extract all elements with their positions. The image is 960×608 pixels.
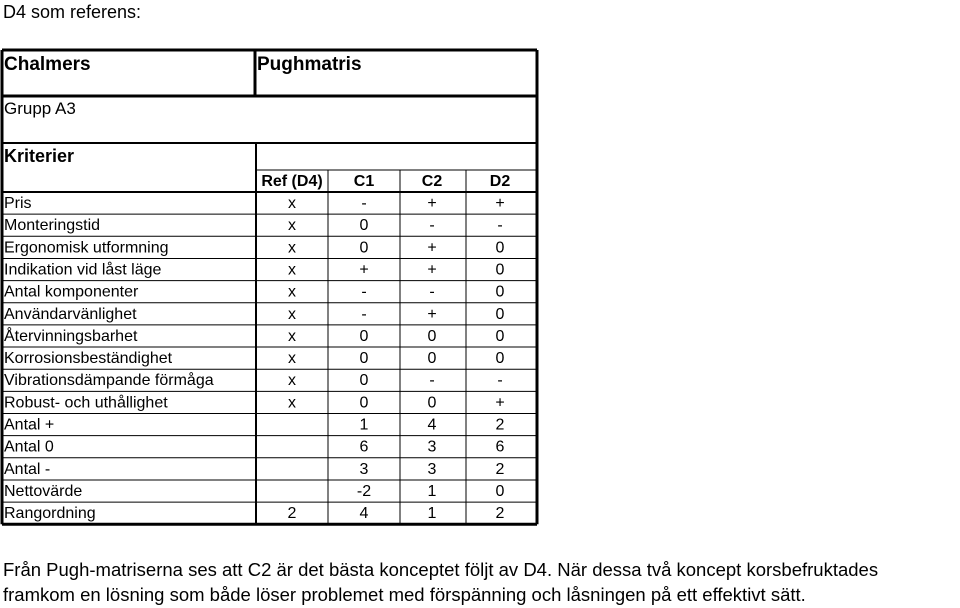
- score-cell: -: [361, 283, 367, 301]
- score-cell: 2: [495, 505, 505, 523]
- score-cell: 0: [495, 350, 505, 368]
- criterion-label: Antal 0: [4, 438, 54, 456]
- criterion-label: Återvinningsbarhet: [4, 327, 138, 345]
- score-cell: x: [288, 195, 296, 212]
- caption-line: Från Pugh-matriserna ses att C2 är det bästa konceptet följt av D4. När dessa två koncept korsbefruktades: [3, 559, 879, 580]
- score-cell: -: [497, 217, 503, 235]
- score-cell: -: [429, 217, 435, 235]
- score-cell: 4: [359, 505, 369, 523]
- score-cell: 0: [359, 239, 369, 257]
- score-cell: 3: [427, 438, 437, 456]
- score-cell: 0: [495, 261, 505, 279]
- score-cell: x: [288, 239, 296, 257]
- criterion-label: Ergonomisk utformning: [4, 239, 169, 257]
- score-cell: x: [288, 305, 296, 323]
- matrix-row: [4, 483, 505, 500]
- matrix-row: [4, 306, 505, 323]
- criterion-label: Monteringstid: [4, 217, 101, 235]
- matrix-row: [4, 417, 505, 434]
- score-cell: 2: [495, 416, 505, 434]
- matrix-row: [4, 350, 505, 367]
- score-cell: +: [427, 195, 437, 212]
- criterion-label: Antal -: [4, 460, 51, 478]
- score-cell: x: [288, 394, 296, 412]
- score-cell: 0: [495, 327, 505, 345]
- matrix-row: [4, 260, 505, 278]
- matrix-row: [4, 217, 503, 234]
- score-cell: +: [427, 305, 437, 323]
- pugh-matrix: [0, 48, 540, 528]
- score-cell: -: [361, 305, 367, 323]
- caption: [3, 558, 959, 607]
- criterion-label: Vibrationsdämpande förmåga: [4, 372, 214, 390]
- criterion-label: Korrosionsbeständighet: [4, 350, 173, 368]
- matrix-row: [4, 195, 505, 212]
- score-cell: 0: [495, 283, 505, 301]
- column-header-ref: Ref (D4): [261, 173, 323, 190]
- criterion-label: Antal +: [4, 416, 55, 434]
- score-cell: 0: [359, 372, 369, 390]
- score-cell: 1: [427, 482, 437, 500]
- pugh-matrix-graphic: [0, 48, 540, 528]
- criterion-label: Rangordning: [4, 505, 96, 523]
- matrix-title: Pughmatris: [257, 54, 362, 75]
- score-cell: x: [288, 327, 296, 345]
- column-header-c2: C2: [421, 173, 443, 190]
- intro-text: D4 som referens:: [3, 2, 142, 22]
- matrix-row: [4, 239, 505, 256]
- score-cell: +: [495, 195, 505, 212]
- matrix-row: [4, 326, 505, 345]
- matrix-row: [4, 461, 505, 478]
- score-cell: +: [495, 394, 505, 412]
- score-cell: 0: [495, 482, 505, 500]
- matrix-row: [4, 393, 505, 411]
- brand-label: Chalmers: [4, 54, 91, 75]
- score-cell: -2: [356, 482, 372, 500]
- score-cell: x: [288, 261, 296, 279]
- score-cell: -: [429, 283, 435, 301]
- matrix-row: [4, 439, 505, 456]
- score-cell: 0: [359, 327, 369, 345]
- score-cell: +: [427, 239, 437, 257]
- criterion-label: Användarvänlighet: [4, 305, 137, 323]
- score-cell: 0: [495, 305, 505, 323]
- score-cell: 6: [359, 438, 369, 456]
- score-cell: x: [288, 372, 296, 390]
- score-cell: 3: [427, 460, 437, 478]
- score-cell: +: [427, 261, 437, 279]
- matrix-row: [4, 284, 505, 301]
- criteria-heading: Kriterier: [4, 146, 75, 166]
- score-cell: 0: [359, 394, 369, 412]
- score-cell: 0: [359, 350, 369, 368]
- column-header-d2: D2: [489, 173, 511, 190]
- score-cell: 3: [359, 460, 369, 478]
- criterion-label: Pris: [4, 195, 32, 212]
- criterion-label: Antal komponenter: [4, 283, 139, 301]
- group-label: Grupp A3: [4, 99, 76, 118]
- score-cell: 2: [495, 460, 505, 478]
- score-cell: 6: [495, 438, 505, 456]
- score-cell: -: [361, 195, 367, 212]
- score-cell: 0: [427, 327, 437, 345]
- score-cell: x: [288, 350, 296, 368]
- score-cell: 1: [427, 505, 437, 523]
- caption-line: framkom en lösning som både löser problemet med förspänning och låsningen på ett effektivt sätt.: [3, 583, 806, 605]
- criterion-label: Indikation vid låst läge: [4, 261, 162, 279]
- matrix-row: [4, 371, 503, 389]
- score-cell: 4: [427, 416, 437, 434]
- score-cell: 1: [359, 416, 369, 434]
- score-cell: -: [429, 372, 435, 390]
- score-cell: x: [288, 283, 296, 301]
- criterion-label: Robust- och uthållighet: [4, 394, 168, 412]
- score-cell: 2: [287, 505, 297, 523]
- score-cell: 0: [495, 239, 505, 257]
- score-cell: 0: [427, 394, 437, 412]
- score-cell: +: [359, 261, 369, 279]
- score-cell: 0: [427, 350, 437, 368]
- criterion-label: Nettovärde: [4, 482, 83, 500]
- column-header-c1: C1: [353, 173, 375, 190]
- score-cell: x: [288, 217, 296, 235]
- matrix-row: [4, 505, 505, 522]
- score-cell: 0: [359, 217, 369, 235]
- score-cell: -: [497, 372, 503, 390]
